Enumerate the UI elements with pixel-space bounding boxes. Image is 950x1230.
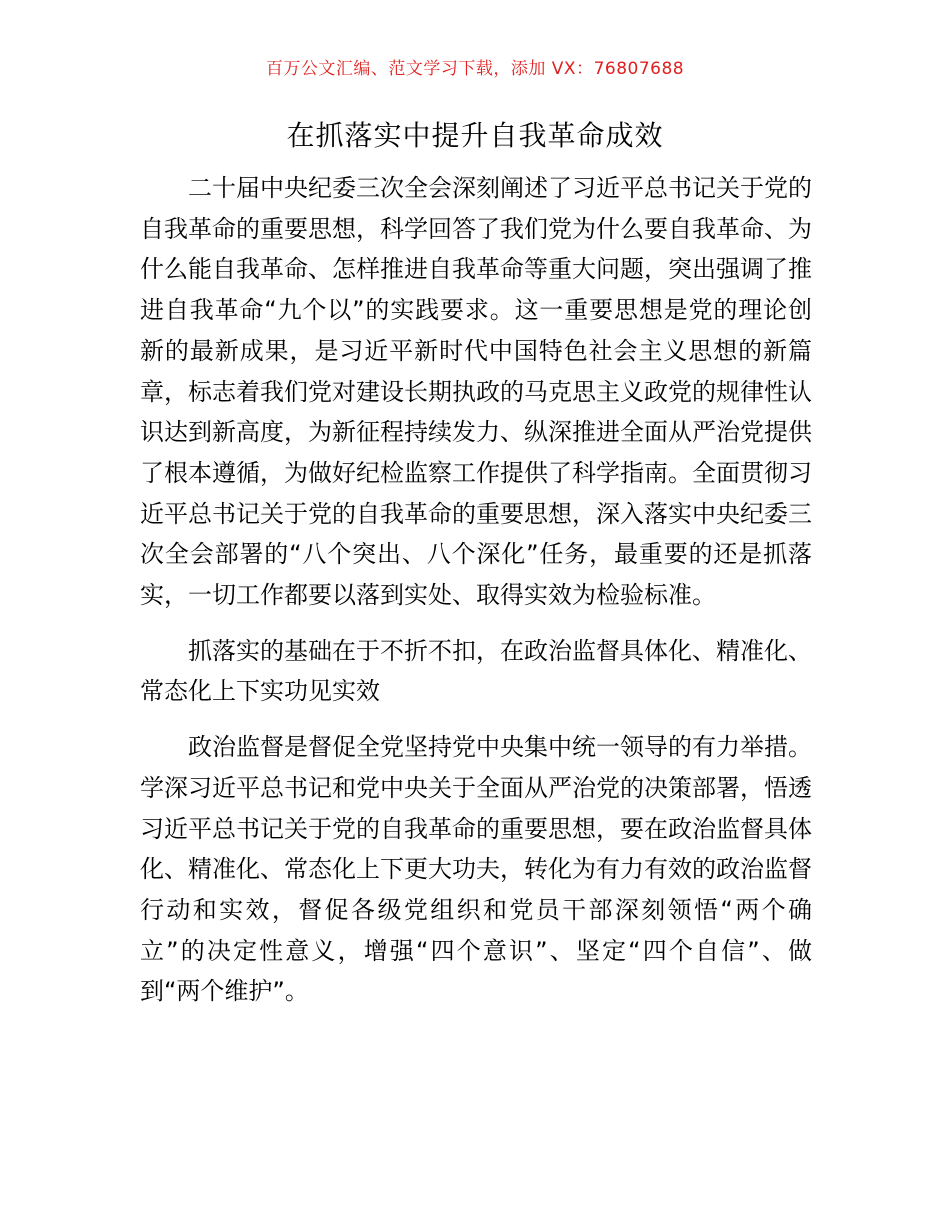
- section-heading: 抓落实的基础在于不折不扣，在政治监督具体化、精准化、常态化上下实功见实效: [140, 636, 812, 706]
- header-watermark: 百万公文汇编、范文学习下载，添加 VX：76807688: [265, 59, 685, 79]
- body-paragraph: 二十届中央纪委三次全会深刻阐述了习近平总书记关于党的自我革命的重要思想，科学回答了我们党为什么要自我革命、为什么能自我革命、怎样推进自我革命等重大问题，突出强调了推进自我革命“九个以”的实践要求。这一重要思想是党的理论创新的最新成果，是习近平新时代中国特色社会主义思想的新篇章，标志着我们党对建设长期执政的马克思主义政党的规律性认识达到新高度，为新征程持续发力、纵深推进全面从严治党提供了根本遵循，为做好纪检监察工作提供了科学指南。全面贯彻习近平总书记关于党的自我革命的重要思想，深入落实中央纪委三次全会部署的“八个突出、八个深化”任务，最重要的还是抓落实，一切工作都要以落到实处、取得实效为检验标准。: [140, 174, 812, 610]
- document-title: 在抓落实中提升自我革命成效: [286, 119, 664, 152]
- body-paragraph: 政治监督是督促全党坚持党中央集中统一领导的有力举措。学深习近平总书记和党中央关于全面从严治党的决策部署，悟透习近平总书记关于党的自我革命的重要思想，要在政治监督具体化、精准化、常态化上下更大功夫，转化为有力有效的政治监督行动和实效，督促各级党组织和党员干部深刻领悟“两个确立”的决定性意义，增强“四个意识”、坚定“四个自信”、做到“两个维护”。: [140, 733, 812, 1006]
- document-body: [140, 168, 812, 1012]
